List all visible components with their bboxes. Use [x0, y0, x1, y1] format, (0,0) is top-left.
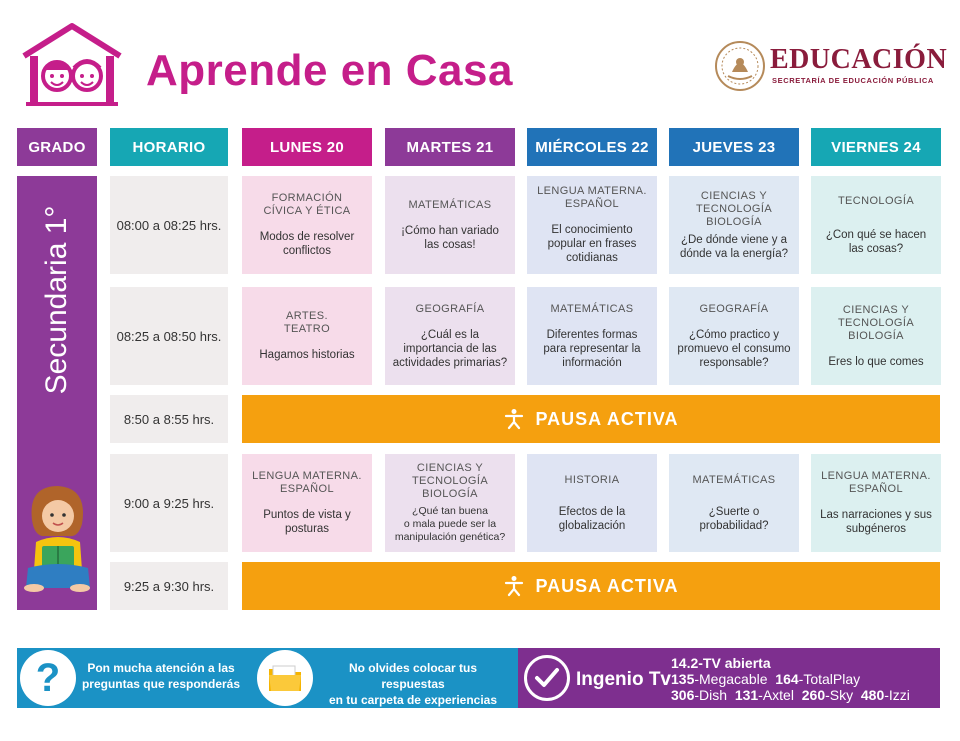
channel-line-3: 306-Dish 131-Axtel 260-Sky 480-Izzi [671, 687, 910, 703]
column-header-jueves: JUEVES 23 [669, 128, 799, 166]
folder-tip: No olvides colocar tus respuestas en tu carpeta de experiencias [328, 661, 498, 707]
class-cell: ARTES. TEATRO Hagamos historias [242, 287, 372, 385]
class-cell: CIENCIAS Y TECNOLOGÍA BIOLOGÍA ¿De dónde viene y a dónde va la energía? [669, 176, 799, 274]
org-title: EDUCACIÓN [770, 44, 948, 75]
column-header-martes: MARTES 21 [385, 128, 515, 166]
class-cell: MATEMÁTICAS ¡Cómo han variado las cosas! [385, 176, 515, 274]
channel-line-2: 135-Megacable 164-TotalPlay [671, 671, 861, 687]
class-cell: GEOGRAFÍA ¿Cuál es la importancia de las actividades primarias? [385, 287, 515, 385]
time-slot: 08:25 a 08:50 hrs. [110, 287, 228, 385]
time-slot: 8:50 a 8:55 hrs. [110, 395, 228, 443]
national-seal-icon [714, 40, 766, 92]
page-title: Aprende en Casa [146, 46, 513, 95]
class-cell: GEOGRAFÍA ¿Cómo practico y promuevo el consumo responsable? [669, 287, 799, 385]
channel-line-1: 14.2-TV abierta [671, 655, 771, 671]
question-mark-icon: ? [35, 656, 61, 700]
class-cell: FORMACIÓN CÍVICA Y ÉTICA Modos de resolver conflictos [242, 176, 372, 274]
folder-circle [257, 650, 313, 706]
stretching-person-icon [503, 408, 525, 430]
column-header-horario: HORARIO [110, 128, 228, 166]
ingenio-check-logo [524, 655, 570, 701]
class-cell: TECNOLOGÍA ¿Con qué se hacen las cosas? [811, 176, 941, 274]
class-cell: MATEMÁTICAS ¿Suerte o probabilidad? [669, 454, 799, 552]
time-slot: 9:00 a 9:25 hrs. [110, 454, 228, 552]
time-slot: 9:25 a 9:30 hrs. [110, 562, 228, 610]
org-subtitle: SECRETARÍA DE EDUCACIÓN PÚBLICA [772, 76, 934, 85]
aprende-en-casa-logo [20, 22, 124, 108]
check-icon [534, 667, 560, 689]
question-circle [20, 650, 76, 706]
column-header-miercoles: MIÉRCOLES 22 [527, 128, 657, 166]
pausa-activa-bar [242, 395, 940, 443]
class-cell: MATEMÁTICAS Diferentes formas para representar la información [527, 287, 657, 385]
class-cell: CIENCIAS Y TECNOLOGÍA BIOLOGÍA Eres lo que comes [811, 287, 941, 385]
pausa-activa-label: PAUSA ACTIVA [535, 575, 679, 596]
class-cell: HISTORIA Efectos de la globalización [527, 454, 657, 552]
folder-icon [267, 663, 303, 693]
reading-girl-illustration [18, 480, 96, 592]
pausa-activa-label: PAUSA ACTIVA [535, 408, 679, 429]
column-header-grado: GRADO [17, 128, 97, 166]
attention-tip: Pon mucha atención a las preguntas que responderás [81, 661, 241, 691]
class-cell: LENGUA MATERNA. ESPAÑOL Puntos de vista y posturas [242, 454, 372, 552]
class-cell: LENGUA MATERNA. ESPAÑOL Las narraciones y sus subgéneros [811, 454, 941, 552]
pausa-activa-bar [242, 562, 940, 610]
time-slot: 08:00 a 08:25 hrs. [110, 176, 228, 274]
class-cell: LENGUA MATERNA. ESPAÑOL El conocimiento popular en frases cotidianas [527, 176, 657, 274]
column-header-lunes: LUNES 20 [242, 128, 372, 166]
column-header-viernes: VIERNES 24 [811, 128, 941, 166]
grade-label: Secundaria 1° [40, 205, 73, 395]
ingenio-tv-brand: Ingenio Tv [576, 669, 671, 690]
class-cell: CIENCIAS Y TECNOLOGÍA BIOLOGÍA ¿Qué tan buena o mala puede ser la manipulación genética? [385, 454, 515, 552]
stretching-person-icon [503, 575, 525, 597]
